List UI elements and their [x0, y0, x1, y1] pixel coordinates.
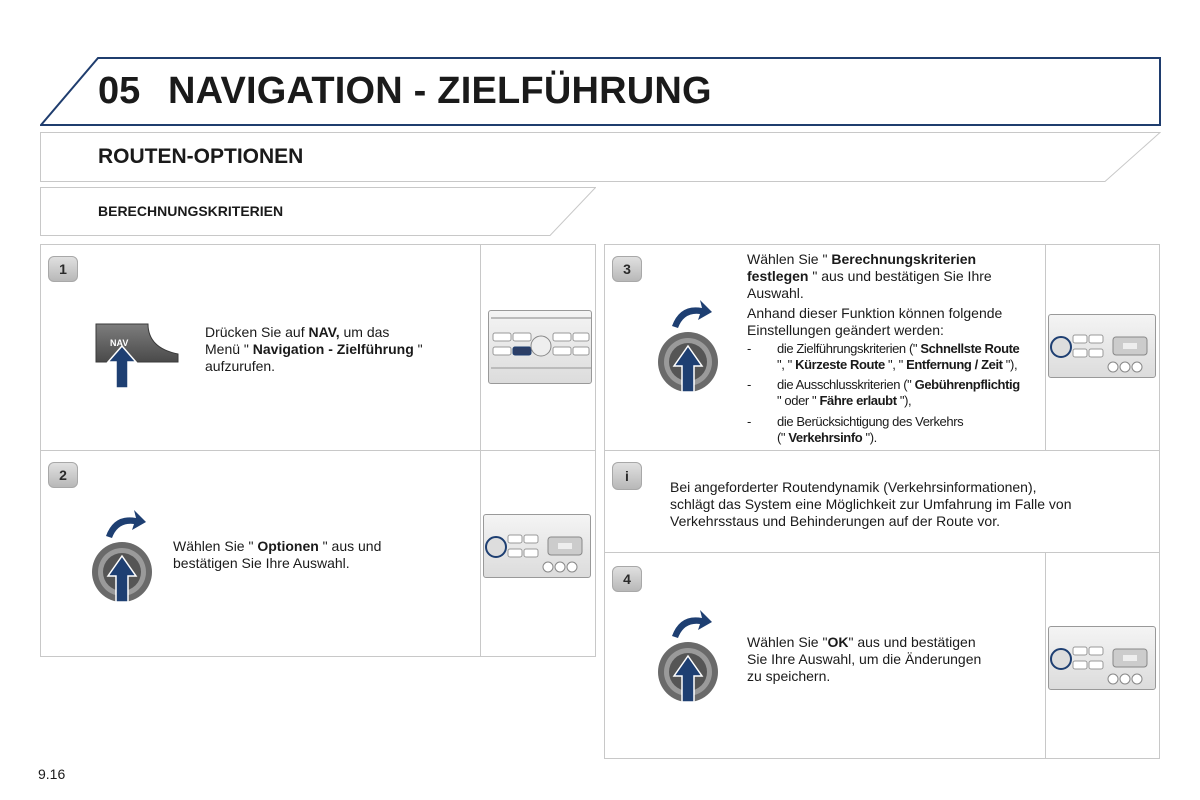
rotary-knob-illustration-2 — [88, 506, 158, 606]
step-3-description: Anhand dieser Funktion können folgende Einstellungen geändert werden: — [747, 305, 1003, 338]
step-4-text: Wählen Sie "OK" aus und bestätigen Sie Ihre Auswahl, um die Änderungen zu speichern. — [747, 634, 982, 684]
chapter-number: 05 — [98, 70, 141, 112]
step-4-badge: 4 — [612, 566, 642, 592]
step-2-badge: 2 — [48, 462, 78, 488]
rotary-knob-illustration-3 — [654, 296, 724, 396]
radio-panel-thumbnail-3 — [1048, 314, 1156, 378]
left-panel-row-divider — [40, 450, 596, 451]
page-number: 9.16 — [38, 766, 66, 782]
step-3-badge: 3 — [612, 256, 642, 282]
radio-panel-thumbnail-1 — [488, 310, 592, 384]
info-text: Bei angeforderter Routendynamik (Verkehrsinformationen), schlägt das System eine Möglichkeit zur Umfahrung im Falle von Verkehrsstaus und Behinderungen auf der Route vor. — [670, 479, 1072, 529]
step-3-intro: Wählen Sie " Berechnungskriterien festlegen " aus und bestätigen Sie Ihre Auswahl. — [747, 251, 992, 301]
chapter-title: NAVIGATION - ZIELFÜHRUNG — [168, 70, 712, 112]
radio-panel-thumbnail-2 — [483, 514, 591, 578]
step-1-badge: 1 — [48, 256, 78, 282]
radio-panel-thumbnail-4 — [1048, 626, 1156, 690]
right-panel-column-divider-bottom — [1045, 552, 1046, 759]
right-panel-row-divider-2 — [604, 552, 1160, 553]
section-title: ROUTEN-OPTIONEN — [98, 145, 304, 168]
step-1-text: Drücken Sie auf NAV, um das Menü " Navigation - Zielführung " aufzurufen. — [205, 324, 423, 374]
step-2-text: Wählen Sie " Optionen " aus und bestätigen Sie Ihre Auswahl. — [173, 538, 382, 571]
step-3-bullet-3: - die Berücksichtigung des Verkehrs (" Verkehrsinfo "). — [747, 414, 964, 445]
nav-button-illustration — [92, 320, 182, 400]
step-3-bullet-1: - die Zielführungskriterien (" Schnellste Route ", " Kürzeste Route ", " Entfernung / Zeit "), — [747, 341, 1020, 372]
nav-button-label: NAV — [110, 338, 129, 348]
right-panel-column-divider-top — [1045, 244, 1046, 450]
rotary-knob-illustration-4 — [654, 606, 724, 706]
subsection-title: BERECHNUNGSKRITERIEN — [98, 203, 284, 219]
info-icon: i — [612, 462, 642, 490]
step-3-bullet-2: - die Ausschlusskriterien (" Gebührenpflichtig " oder " Fähre erlaubt "), — [747, 377, 1020, 408]
right-panel-row-divider-1 — [604, 450, 1160, 451]
